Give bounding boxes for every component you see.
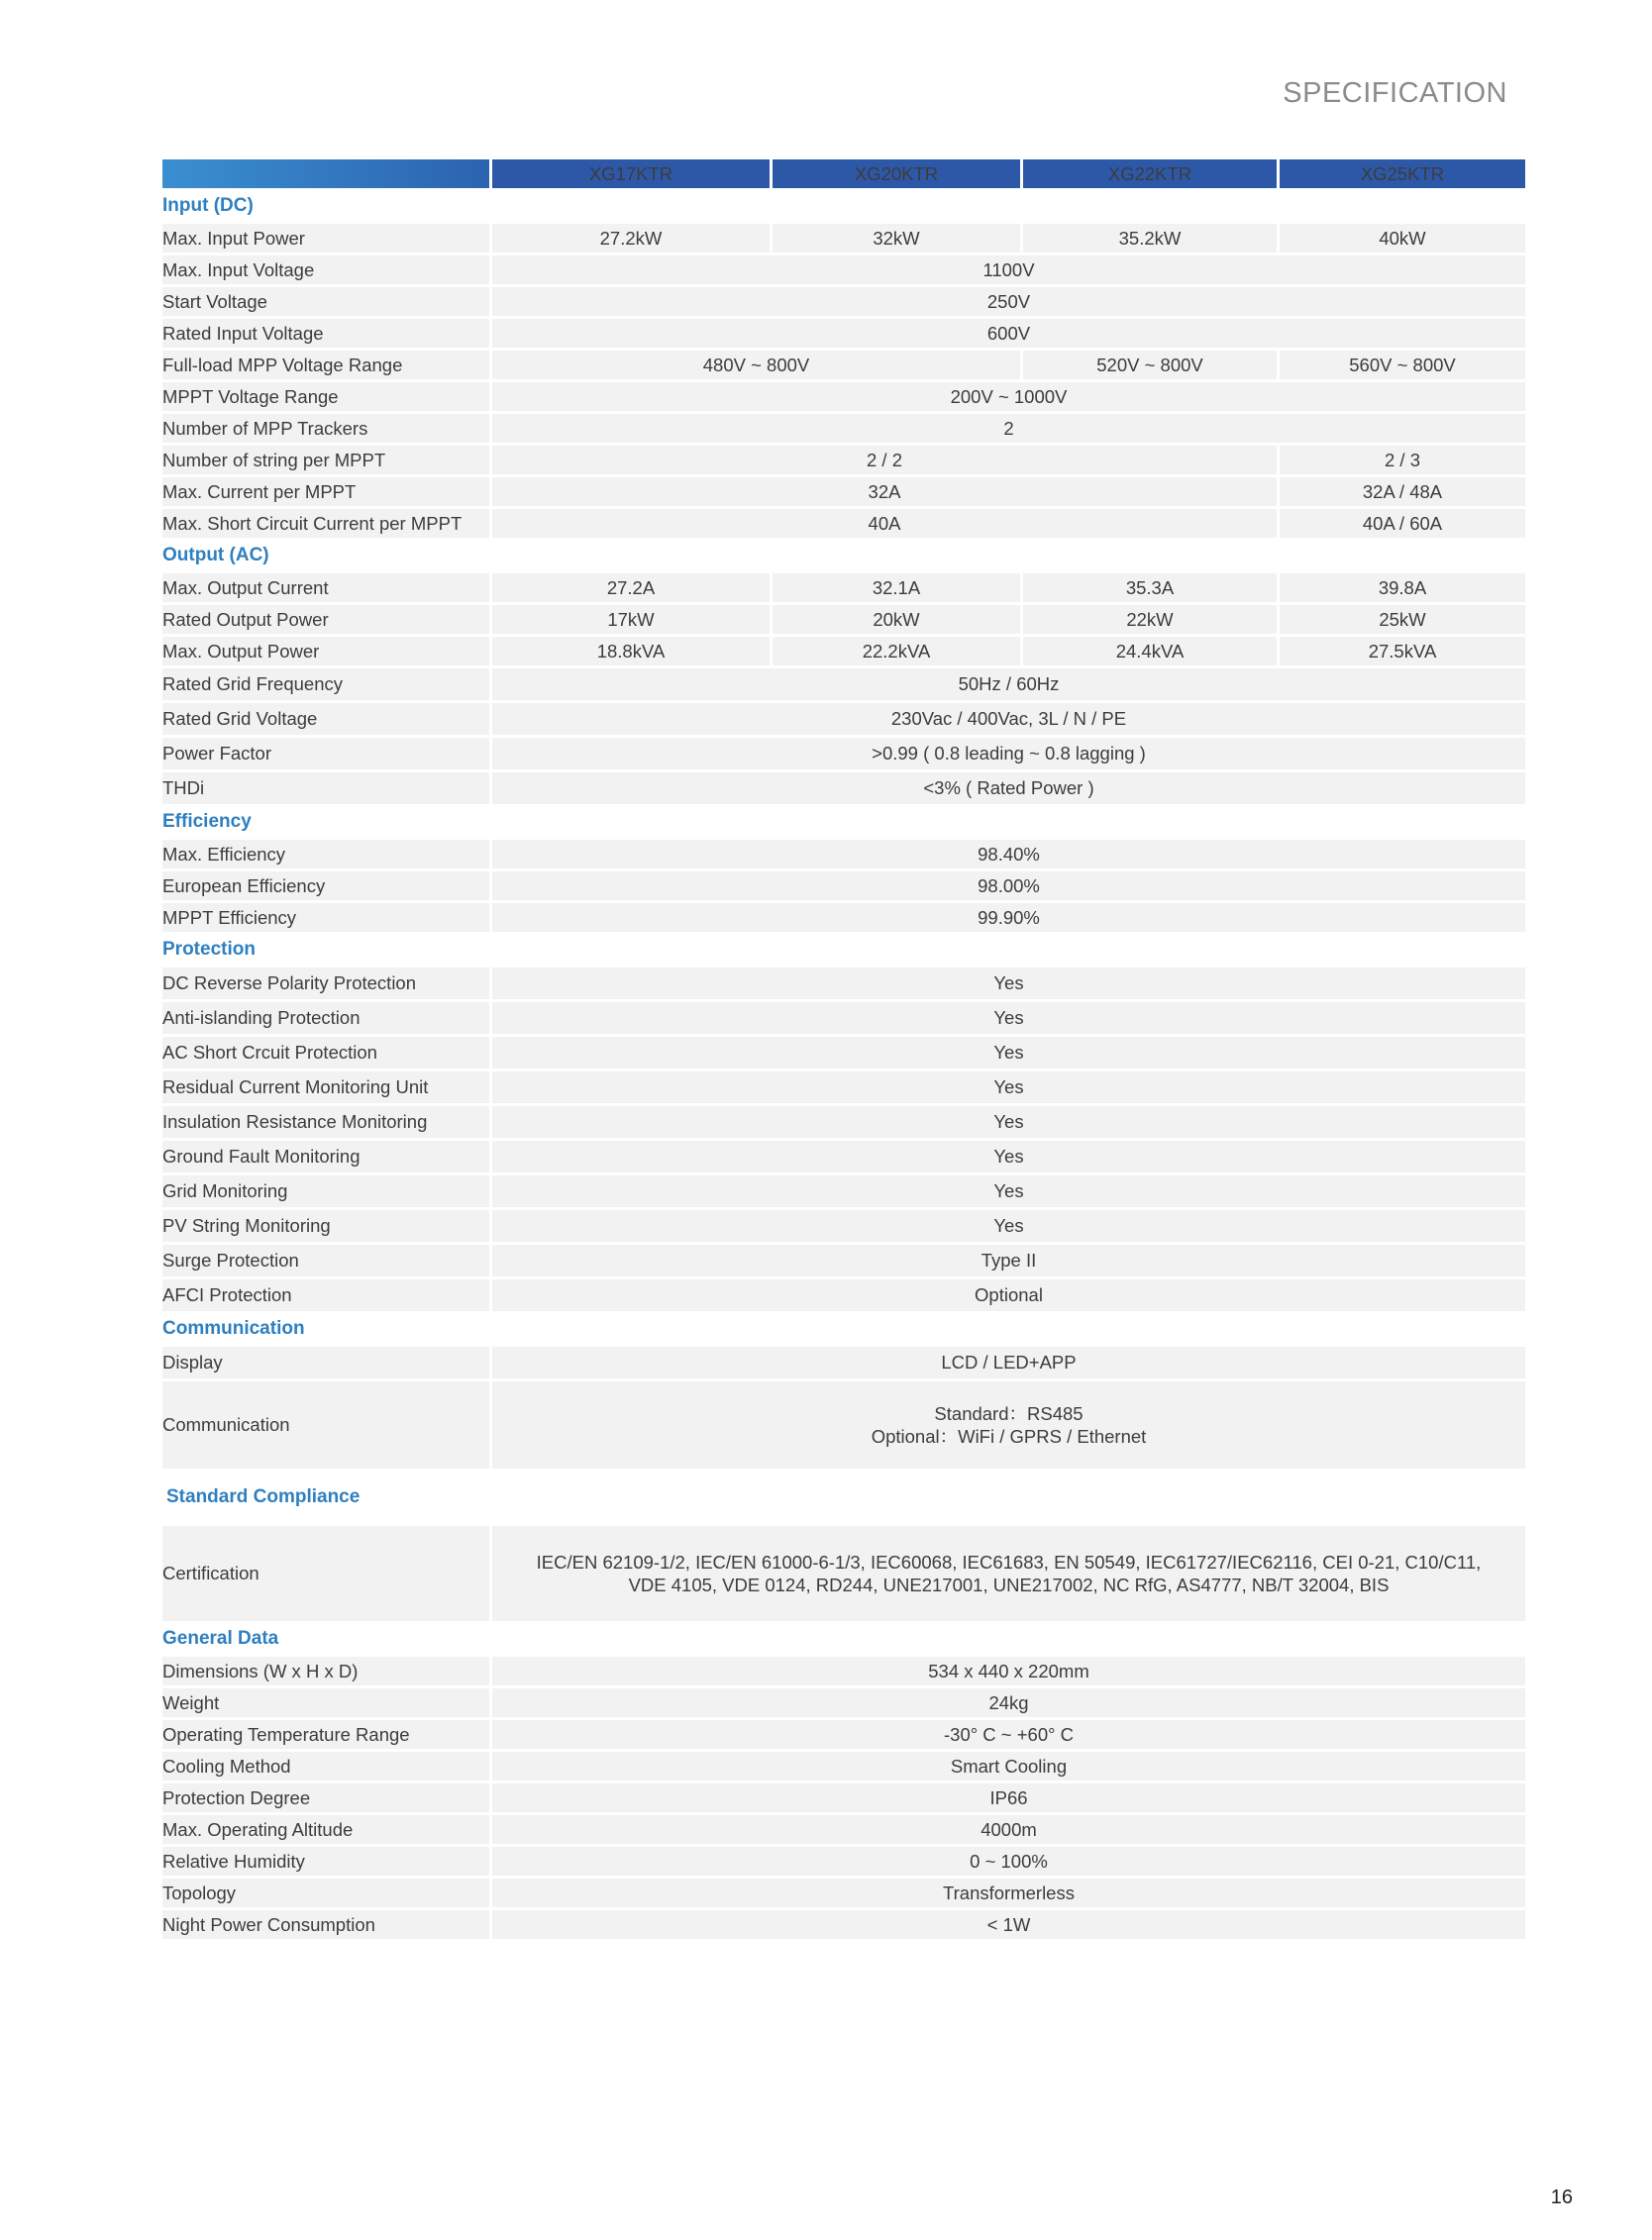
row-label: AFCI Protection: [162, 1279, 489, 1311]
row-value: IP66: [492, 1783, 1525, 1812]
row-value: 32kW: [773, 224, 1020, 253]
row-value: 40kW: [1280, 224, 1525, 253]
row-value: 39.8A: [1280, 573, 1525, 602]
section-heading-row: [162, 935, 1525, 965]
section-title: Standard Compliance: [162, 1472, 1525, 1523]
multiline-value: [492, 1381, 1525, 1469]
row-label: MPPT Efficiency: [162, 903, 489, 932]
row-value: 27.5kVA: [1280, 637, 1525, 665]
row-value: 18.8kVA: [492, 637, 770, 665]
model-header: XG17KTR: [492, 159, 770, 188]
row-label: Rated Input Voltage: [162, 319, 489, 348]
row-value: 25kW: [1280, 605, 1525, 634]
value-line: IEC/EN 62109-1/2, IEC/EN 61000-6-1/3, IEC60068, IEC61683, EN 50549, IEC61727/IEC62116, CEI 0-21, C10/C11,: [536, 1552, 1482, 1573]
table-row: [162, 382, 1525, 411]
section-heading-row: [162, 807, 1525, 837]
section-heading-row: [162, 191, 1525, 221]
row-value: 35.2kW: [1023, 224, 1277, 253]
row-value: Yes: [492, 1071, 1525, 1103]
row-label: European Efficiency: [162, 871, 489, 900]
section-title: Output (AC): [162, 541, 1525, 570]
table-row: [162, 1002, 1525, 1034]
row-value: 230Vac / 400Vac, 3L / N / PE: [492, 703, 1525, 735]
section-title: Input (DC): [162, 191, 1525, 221]
row-value: 98.40%: [492, 840, 1525, 868]
row-label: Dimensions (W x H x D): [162, 1657, 489, 1685]
table-row: [162, 509, 1525, 538]
table-row: [162, 1141, 1525, 1172]
row-label: Insulation Resistance Monitoring: [162, 1106, 489, 1138]
table-row: [162, 871, 1525, 900]
row-label: Protection Degree: [162, 1783, 489, 1812]
row-value: Yes: [492, 1175, 1525, 1207]
row-label: Anti-islanding Protection: [162, 1002, 489, 1034]
row-value: 1100V: [492, 255, 1525, 284]
row-value: -30° C ~ +60° C: [492, 1720, 1525, 1749]
table-row: [162, 1688, 1525, 1717]
table-row: [162, 446, 1525, 474]
table-row: [162, 840, 1525, 868]
row-label: Cooling Method: [162, 1752, 489, 1781]
header-blank-cell: [162, 159, 489, 188]
table-row: [162, 703, 1525, 735]
table-row: [162, 1037, 1525, 1069]
row-label: DC Reverse Polarity Protection: [162, 967, 489, 999]
row-label: Max. Operating Altitude: [162, 1815, 489, 1844]
section-heading-row: [162, 1624, 1525, 1654]
section-heading-row: [162, 541, 1525, 570]
row-label: Max. Output Current: [162, 573, 489, 602]
row-value: <3% ( Rated Power ): [492, 772, 1525, 804]
row-value: 2: [492, 414, 1525, 443]
table-row: [162, 903, 1525, 932]
table-row: [162, 1106, 1525, 1138]
table-row: [162, 1720, 1525, 1749]
row-label: PV String Monitoring: [162, 1210, 489, 1242]
row-value: Type II: [492, 1245, 1525, 1276]
section-heading-row: [162, 1472, 1525, 1523]
row-label: Surge Protection: [162, 1245, 489, 1276]
row-value: 560V ~ 800V: [1280, 351, 1525, 379]
row-label: Display: [162, 1347, 489, 1378]
row-label: Max. Short Circuit Current per MPPT: [162, 509, 489, 538]
row-value: 24kg: [492, 1688, 1525, 1717]
page-number: 16: [1550, 2187, 1573, 2208]
row-label: Relative Humidity: [162, 1847, 489, 1876]
row-value: >0.99 ( 0.8 leading ~ 0.8 lagging ): [492, 738, 1525, 769]
row-label: Rated Grid Frequency: [162, 668, 489, 700]
page-title: SPECIFICATION: [1283, 77, 1507, 109]
row-label: Max. Input Voltage: [162, 255, 489, 284]
table-row: [162, 1526, 1525, 1621]
row-value: 24.4kVA: [1023, 637, 1277, 665]
row-value: 17kW: [492, 605, 770, 634]
row-label: Number of MPP Trackers: [162, 414, 489, 443]
section-title: Protection: [162, 935, 1525, 965]
spec-table: [159, 156, 1528, 1942]
row-value: 534 x 440 x 220mm: [492, 1657, 1525, 1685]
row-value: 32A: [492, 477, 1277, 506]
row-value: 27.2A: [492, 573, 770, 602]
row-label: Night Power Consumption: [162, 1910, 489, 1939]
row-label: Rated Grid Voltage: [162, 703, 489, 735]
value-line: Standard：RS485: [934, 1403, 1084, 1424]
row-label: Weight: [162, 1688, 489, 1717]
table-row: [162, 1347, 1525, 1378]
row-value: 32.1A: [773, 573, 1020, 602]
row-label: Operating Temperature Range: [162, 1720, 489, 1749]
table-row: [162, 1752, 1525, 1781]
row-value: Optional: [492, 1279, 1525, 1311]
section-title: Efficiency: [162, 807, 1525, 837]
row-value: 32A / 48A: [1280, 477, 1525, 506]
table-row: [162, 1783, 1525, 1812]
row-value: 40A: [492, 509, 1277, 538]
row-label: AC Short Crcuit Protection: [162, 1037, 489, 1069]
table-row: [162, 1815, 1525, 1844]
row-value: Yes: [492, 1037, 1525, 1069]
table-row: [162, 1071, 1525, 1103]
row-value: 50Hz / 60Hz: [492, 668, 1525, 700]
row-value: 480V ~ 800V: [492, 351, 1020, 379]
table-row: [162, 967, 1525, 999]
row-label: Power Factor: [162, 738, 489, 769]
row-value: 4000m: [492, 1815, 1525, 1844]
model-header: XG22KTR: [1023, 159, 1277, 188]
row-label: Residual Current Monitoring Unit: [162, 1071, 489, 1103]
table-row: [162, 1879, 1525, 1907]
row-value: Smart Cooling: [492, 1752, 1525, 1781]
row-value: 200V ~ 1000V: [492, 382, 1525, 411]
row-value: < 1W: [492, 1910, 1525, 1939]
table-row: [162, 224, 1525, 253]
table-row: [162, 287, 1525, 316]
row-label: Number of string per MPPT: [162, 446, 489, 474]
table-row: [162, 1910, 1525, 1939]
model-header: XG25KTR: [1280, 159, 1525, 188]
table-row: [162, 414, 1525, 443]
row-value: Yes: [492, 1106, 1525, 1138]
row-label: Rated Output Power: [162, 605, 489, 634]
table-header-row: [162, 159, 1525, 188]
row-value: Yes: [492, 1002, 1525, 1034]
row-value: 20kW: [773, 605, 1020, 634]
multiline-value: [492, 1526, 1525, 1621]
row-value: 98.00%: [492, 871, 1525, 900]
table-row: [162, 477, 1525, 506]
section-title: General Data: [162, 1624, 1525, 1654]
row-label: Start Voltage: [162, 287, 489, 316]
row-label: Topology: [162, 1879, 489, 1907]
row-label: Ground Fault Monitoring: [162, 1141, 489, 1172]
row-label: Max. Output Power: [162, 637, 489, 665]
table-row: [162, 738, 1525, 769]
row-label: Certification: [162, 1526, 489, 1621]
table-row: [162, 637, 1525, 665]
row-value: 22.2kVA: [773, 637, 1020, 665]
row-label: Full-load MPP Voltage Range: [162, 351, 489, 379]
section-title: Communication: [162, 1314, 1525, 1344]
table-row: [162, 1279, 1525, 1311]
row-value: 2 / 2: [492, 446, 1277, 474]
row-value: 0 ~ 100%: [492, 1847, 1525, 1876]
table-row: [162, 772, 1525, 804]
row-value: 520V ~ 800V: [1023, 351, 1277, 379]
row-value: 600V: [492, 319, 1525, 348]
row-label: Max. Input Power: [162, 224, 489, 253]
row-label: Max. Efficiency: [162, 840, 489, 868]
row-value: 22kW: [1023, 605, 1277, 634]
table-row: [162, 1245, 1525, 1276]
row-value: Yes: [492, 967, 1525, 999]
table-row: [162, 605, 1525, 634]
table-row: [162, 1381, 1525, 1469]
table-row: [162, 1847, 1525, 1876]
row-value: 250V: [492, 287, 1525, 316]
row-label: THDi: [162, 772, 489, 804]
table-row: [162, 1657, 1525, 1685]
table-row: [162, 668, 1525, 700]
row-value: 27.2kW: [492, 224, 770, 253]
table-row: [162, 351, 1525, 379]
row-value: 2 / 3: [1280, 446, 1525, 474]
row-value: Yes: [492, 1210, 1525, 1242]
value-line: Optional：WiFi / GPRS / Ethernet: [871, 1426, 1147, 1447]
table-row: [162, 1175, 1525, 1207]
table-row: [162, 319, 1525, 348]
row-label: Max. Current per MPPT: [162, 477, 489, 506]
row-value: 99.90%: [492, 903, 1525, 932]
model-header: XG20KTR: [773, 159, 1020, 188]
section-heading-row: [162, 1314, 1525, 1344]
table-row: [162, 255, 1525, 284]
value-line: VDE 4105, VDE 0124, RD244, UNE217001, UNE217002, NC RfG, AS4777, NB/T 32004, BIS: [628, 1575, 1390, 1595]
table-row: [162, 573, 1525, 602]
row-label: MPPT Voltage Range: [162, 382, 489, 411]
row-label: Communication: [162, 1381, 489, 1469]
table-row: [162, 1210, 1525, 1242]
row-value: 35.3A: [1023, 573, 1277, 602]
row-label: Grid Monitoring: [162, 1175, 489, 1207]
row-value: Transformerless: [492, 1879, 1525, 1907]
row-value: 40A / 60A: [1280, 509, 1525, 538]
row-value: LCD / LED+APP: [492, 1347, 1525, 1378]
row-value: Yes: [492, 1141, 1525, 1172]
